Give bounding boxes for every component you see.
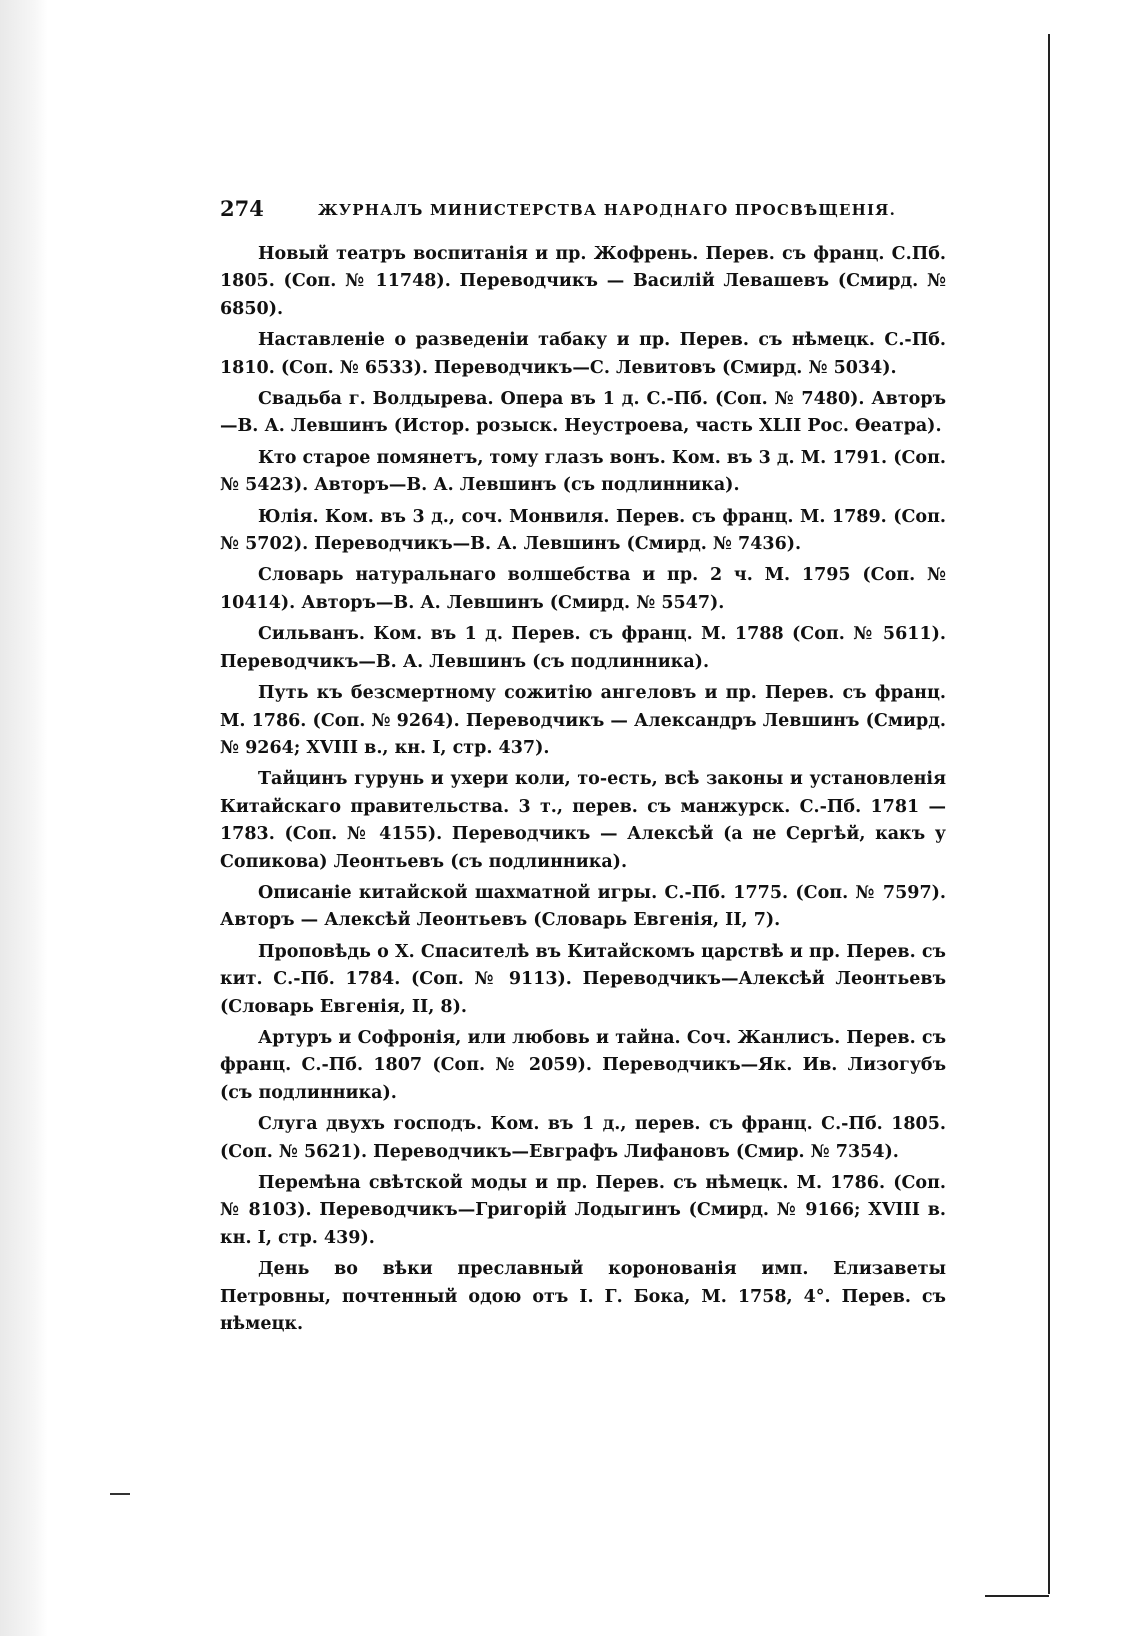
page-header [220,193,946,225]
bibliography-entries [220,241,946,1342]
running-title: ЖУРНАЛЪ МИНИСТЕРСТВА НАРОДНАГО ПРОСВѢЩЕНІЯ. [318,201,897,219]
entry-opisanie: Описаніе китайской шахматной игры. С.-Пб. 1775. (Соп. № 7597). Авторъ — Алексѣй Леонтьевъ (Словарь Евгенія, II, 7). [220,882,946,931]
entry-yulia: Юлія. Ком. въ 3 д., соч. Монвиля. Перев. съ франц. М. 1789. (Соп. № 5702). Переводчикъ—В. А. Левшинъ (Смирд. № 7436). [220,506,946,555]
entry-silvan: Сильванъ. Ком. въ 1 д. Перев. съ франц. М. 1788 (Соп. № 5611). Переводчикъ—В. А. Левшинъ (съ подлинника). [220,624,946,672]
margin-mark [110,1493,130,1495]
entry-novyi-teatr: Новый театръ воспитанія и пр. Жофрень. Перев. съ франц. С.Пб. 1805. (Соп. № 11748). Переводчикъ — Василій Левашевъ (Смирд. № 6850). [220,244,946,319]
entry-propoved: Проповѣдь о Х. Спасителѣ въ Китайскомъ царствѣ и пр. Перев. съ кит. С.-Пб. 1784. (Соп. № 9113). Переводчикъ—Алексѣй Леонтьевъ (Словарь Евгенія, II, 8). [220,941,946,1017]
entry-put: Путь къ безсмертному сожитію ангеловъ и пр. Перев. съ франц. М. 1786. (Соп. № 9264). Переводчикъ — Александръ Левшинъ (Смирд. № 9264; XVIII в., кн. I, стр. 437). [220,683,946,758]
scan-shadow-left [0,0,48,1636]
entry-artur: Артуръ и Софронія, или любовь и тайна. Соч. Жанлисъ. Перев. съ франц. С.-Пб. 1807 (Соп. № 2059). Переводчикъ—Як. Ив. Лизогубъ (съ подлинника). [220,1027,946,1103]
entry-peremena: Перемѣна свѣтской моды и пр. Перев. съ нѣмецк. М. 1786. (Соп. № 8103). Переводчикъ—Григорій Лодыгинъ (Смирд. № 9166; XVIII в. кн. I, стр. 439). [220,1173,946,1248]
entry-nastavlenie: Наставленіе о разведеніи табаку и пр. Перев. съ нѣмецк. С.-Пб. 1810. (Соп. № 6533). Переводчикъ—С. Левитовъ (Смирд. № 5034). [220,330,946,378]
entry-den: День во вѣки преславный коронованія имп. Елизаветы Петровны, почтенный одою отъ І. Г. Бока, М. 1758, 4°. Перев. съ нѣмецк. [220,1259,946,1335]
entry-sluga: Слуга двухъ господъ. Ком. въ 1 д., перев. съ франц. С.-Пб. 1805. (Соп. № 5621). Переводчикъ—Евграфъ Лифановъ (Смир. № 7354). [220,1114,946,1162]
entry-slovar: Словарь натуральнаго волшебства и пр. 2 ч. М. 1795 (Соп. № 10414). Авторъ—В. А. Левшинъ (Смирд. № 5547). [220,565,946,613]
entry-kto-staroe: Кто старое помянетъ, тому глазъ вонъ. Ком. въ 3 д. М. 1791. (Соп. № 5423). Авторъ—В. А. Левшинъ (съ подлинника). [220,447,946,496]
entry-svadba: Свадьба г. Волдырева. Опера въ 1 д. С.-Пб. (Соп. № 7480). Авторъ—В. А. Левшинъ (Истор. розыск. Неустроева, часть XLII Рос. Ѳеатра). [220,389,946,437]
page-edge-bottom [985,1595,1049,1597]
page-number: 274 [220,196,264,221]
page-edge-right [1048,34,1050,1594]
entry-taitsin: Тайцинъ гурунь и ухери коли, то-есть, всѣ законы и установленія Китайскаго правительства. 3 т., перев. съ манжурск. С.-Пб. 1781 — 1783. (Соп. № 4155). Переводчикъ — Алексѣй (а не Сергѣй, какъ у Сопикова) Леонтьевъ (съ подлинника). [220,769,946,872]
